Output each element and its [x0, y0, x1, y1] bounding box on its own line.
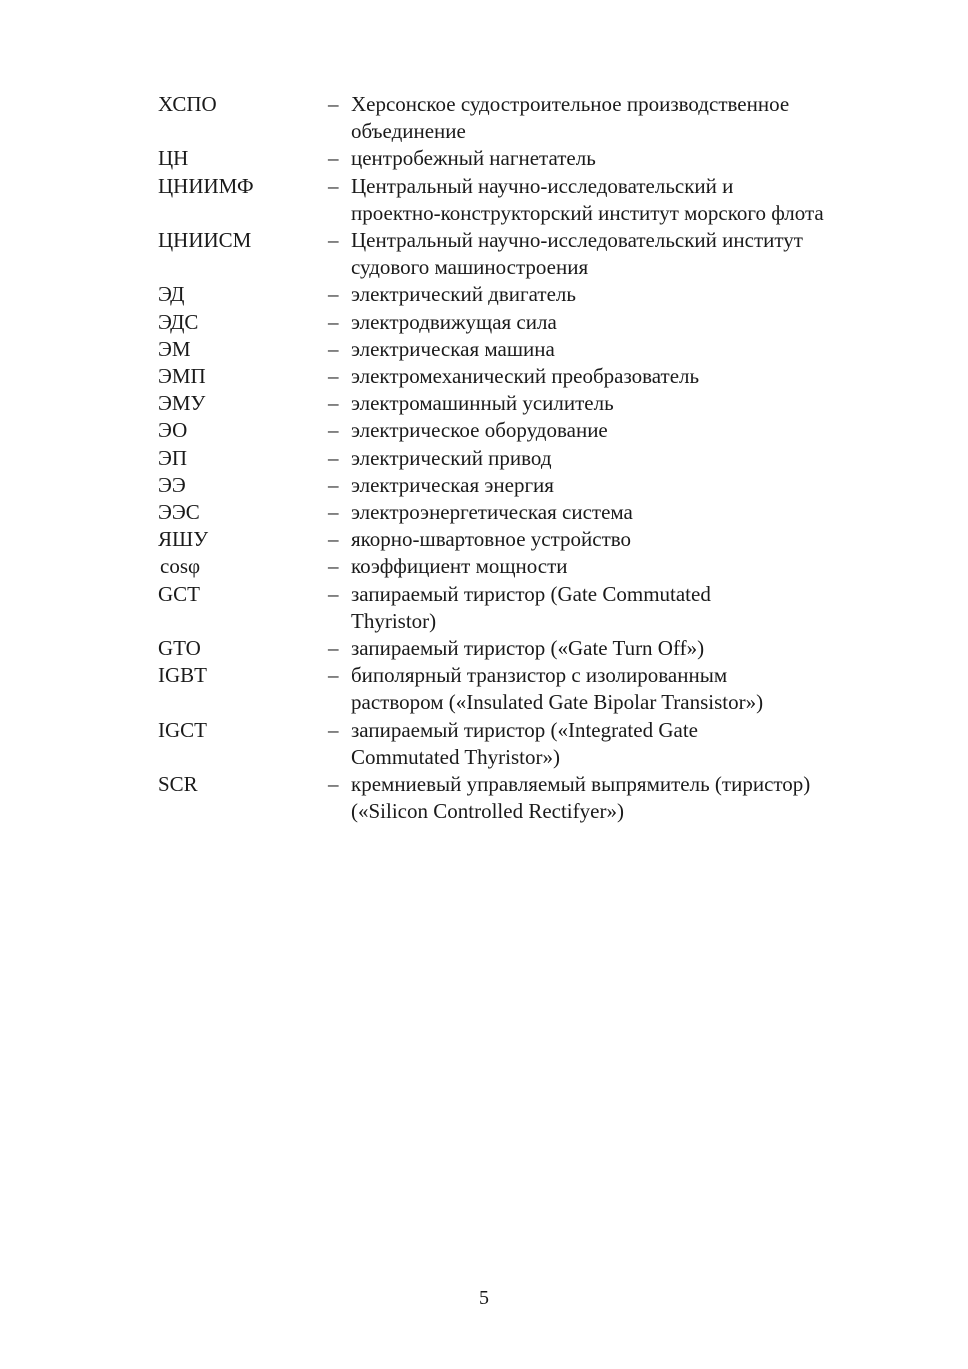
abbreviation-entry	[158, 145, 888, 172]
abbreviation-term: ЦНИИСМ	[158, 228, 252, 253]
abbreviation-entry	[158, 363, 888, 390]
abbreviation-entry	[158, 662, 888, 716]
abbreviation-definition: электроэнергетическая система	[351, 500, 633, 525]
abbreviation-definition: запираемый тиристор («Gate Turn Off»)	[351, 636, 705, 661]
separator-dash: –	[328, 581, 339, 606]
abbreviation-entry	[158, 336, 888, 363]
abbreviation-definition: кремниевый управляемый выпрямитель (тиристор) («Silicon Controlled Rectifyer»)	[351, 772, 811, 824]
abbreviation-term: ЭП	[158, 445, 188, 470]
abbreviation-entry	[158, 581, 888, 635]
separator-dash: –	[328, 336, 339, 361]
separator-dash: –	[328, 772, 339, 797]
abbreviation-entry	[158, 417, 888, 444]
abbreviation-definition: Центральный научно-исследовательский и проектно-конструкторский институт морского флота	[351, 173, 824, 225]
abbreviation-definition: запираемый тиристор («Integrated Gate Commutated Thyristor»)	[351, 717, 698, 769]
abbreviation-entry	[158, 472, 888, 499]
abbreviation-entry	[158, 309, 888, 336]
abbreviation-term: GCT	[158, 581, 200, 606]
separator-dash: –	[328, 309, 339, 334]
separator-dash: –	[328, 445, 339, 470]
abbreviation-term: ЭЭ	[158, 472, 186, 497]
separator-dash: –	[328, 636, 339, 661]
separator-dash: –	[328, 282, 339, 307]
abbreviation-definition: запираемый тиристор (Gate Commutated Thyristor)	[351, 581, 711, 633]
abbreviation-definition: электрический привод	[351, 445, 552, 470]
separator-dash: –	[328, 472, 339, 497]
abbreviation-entry	[158, 227, 888, 281]
abbreviation-term: cosφ	[160, 554, 201, 579]
abbreviation-entry	[158, 499, 888, 526]
page-number: 5	[479, 1287, 489, 1309]
abbreviation-term: ЭДС	[158, 309, 199, 334]
abbreviation-entry	[158, 445, 888, 472]
abbreviation-definition: электрический двигатель	[351, 282, 576, 307]
abbreviation-term: GTO	[158, 636, 201, 661]
abbreviation-definition: Центральный научно-исследовательский институт судового машиностроения	[351, 228, 803, 280]
abbreviation-term: ЭМУ	[158, 391, 206, 416]
abbreviation-definition: биполярный транзистор с изолированным раствором («Insulated Gate Bipolar Transistor»)	[351, 663, 764, 715]
abbreviation-definition: центробежный нагнетатель	[351, 146, 596, 171]
abbreviation-term: IGBT	[158, 663, 207, 688]
abbreviation-entry	[158, 173, 888, 227]
abbreviation-entry	[158, 635, 888, 662]
separator-dash: –	[328, 554, 339, 579]
abbreviation-term: ЯШУ	[158, 527, 209, 552]
abbreviation-entry	[158, 91, 888, 145]
separator-dash: –	[328, 146, 339, 171]
abbreviation-entry	[158, 553, 888, 580]
abbreviation-term: ХСПО	[158, 92, 217, 116]
abbreviation-term: ЭД	[158, 282, 185, 307]
abbreviation-definition: электромашинный усилитель	[351, 391, 614, 416]
abbreviation-term: ЭМ	[158, 336, 191, 361]
separator-dash: –	[328, 500, 339, 525]
separator-dash: –	[328, 391, 339, 416]
abbreviation-entry	[158, 281, 888, 308]
abbreviation-entry	[158, 526, 888, 553]
separator-dash: –	[328, 527, 339, 552]
abbreviation-term: ЦНИИМФ	[158, 173, 254, 198]
separator-dash: –	[328, 92, 339, 116]
abbreviation-definition: якорно-швартовное устройство	[351, 527, 632, 552]
abbreviation-definition: электрическое оборудование	[351, 418, 608, 443]
abbreviation-list	[158, 91, 888, 825]
abbreviation-definition: электрическая машина	[351, 336, 555, 361]
abbreviation-term: ЭМП	[158, 364, 206, 389]
abbreviation-definition: Херсонское судостроительное производственное объединение	[351, 92, 790, 144]
abbreviation-entry	[158, 771, 888, 825]
separator-dash: –	[328, 418, 339, 443]
separator-dash: –	[328, 173, 339, 198]
separator-dash: –	[328, 717, 339, 742]
abbreviation-definition: электродвижущая сила	[351, 309, 557, 334]
separator-dash: –	[328, 364, 339, 389]
abbreviation-term: ЭЭС	[158, 500, 200, 525]
abbreviation-term: IGCT	[158, 717, 207, 742]
abbreviation-entry	[158, 717, 888, 771]
abbreviation-definition: электромеханический преобразователь	[351, 364, 700, 389]
separator-dash: –	[328, 228, 339, 253]
abbreviation-term: ЭО	[158, 418, 188, 443]
abbreviation-entry	[158, 390, 888, 417]
abbreviation-term: ЦН	[158, 146, 189, 171]
separator-dash: –	[328, 663, 339, 688]
abbreviation-definition: коэффициент мощности	[351, 554, 568, 579]
abbreviation-definition: электрическая энергия	[351, 472, 554, 497]
abbreviation-term: SCR	[158, 772, 198, 797]
